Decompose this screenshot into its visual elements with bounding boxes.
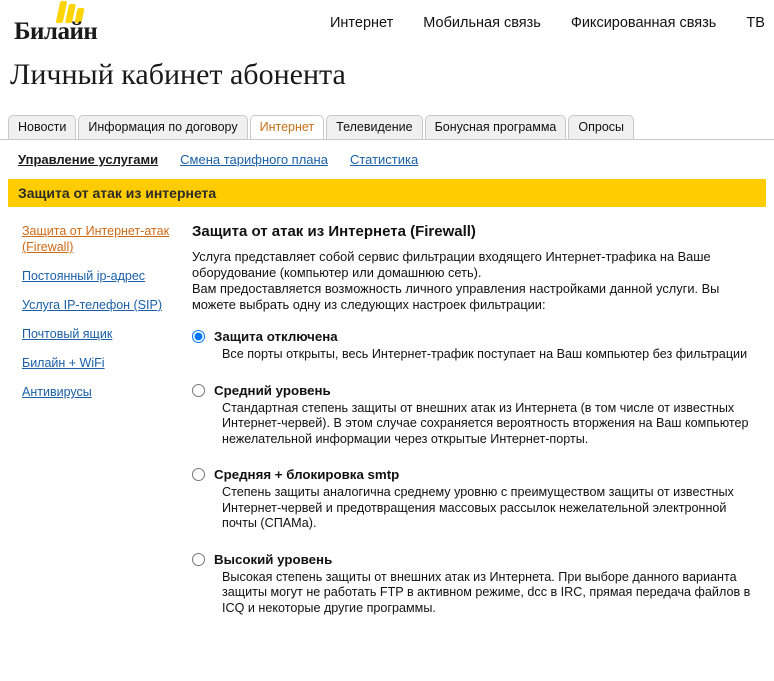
sidebar-list <box>22 223 192 400</box>
radio-medium-smtp-block[interactable] <box>192 468 205 481</box>
option-medium-level-description: Стандартная степень защиты от внешних атак из Интернета (в том числе от известных Интернет-червей). В этом случае сохраняется вероятность вторжения на Ваш компьютер нежелательной информации через открытые Интернет-порты. <box>222 400 749 446</box>
option-medium-level-label: Средний уровень <box>214 382 331 398</box>
sidebar-item-antivirus-label[interactable]: Антивирусы <box>22 385 92 399</box>
radio-protection-off[interactable] <box>192 330 205 343</box>
subnav-item-change-tariff[interactable]: Смена тарифного плана <box>180 152 328 167</box>
tabs-underline <box>0 139 774 140</box>
topnav-item-tv[interactable]: ТВ <box>746 15 765 31</box>
tab-list <box>0 114 774 138</box>
sidebar-item-firewall-label[interactable]: Защита от Интернет-атак (Firewall) <box>22 224 170 254</box>
content-heading: Защита от атак из Интернета (Firewall) <box>192 223 476 240</box>
logo-text: Билайн <box>14 18 98 45</box>
option-protection-off-description: Все порты открыты, весь Интернет-трафик поступает на Ваш компьютер без фильтрации <box>222 347 748 361</box>
page-title: Личный кабинет абонента <box>10 58 346 91</box>
option-high-level-label: Высокий уровень <box>214 551 333 567</box>
option-medium-smtp-block[interactable] <box>192 467 752 532</box>
option-protection-off-label: Защита отключена <box>214 329 338 344</box>
topnav-item-internet[interactable]: Интернет <box>330 15 394 31</box>
sidebar-item-mailbox[interactable] <box>22 326 192 342</box>
option-medium-smtp-block-description: Степень защиты аналогична среднему уровню с преимуществом защиты от известных Интернет-червей и предотвращения массовых рассылок нежелательной электронной почты (СПАМа). <box>222 485 734 530</box>
topnav-item-fixed[interactable]: Фиксированная связь <box>570 15 717 31</box>
content-area <box>0 207 774 636</box>
tabs-container <box>0 114 774 140</box>
radio-medium-level[interactable] <box>192 384 205 397</box>
main-content <box>192 223 774 636</box>
option-high-level-description: Высокая степень защиты от внешних атак из Интернета. При выборе данного варианта защиты могут не работать FTP в активном режиме, dcc в IRC, прямая передача файлов в ICQ и некоторые другие программы. <box>222 569 751 615</box>
sidebar-item-mailbox-label[interactable]: Почтовый ящик <box>22 327 113 341</box>
intro-paragraph-1: Услуга представляет собой сервис фильтрации входящего Интернет-трафика на Ваше оборудование (компьютер или домашнюю сеть). <box>192 249 711 280</box>
tab-bonus-program[interactable]: Бонусная программа <box>425 115 567 139</box>
top-navigation <box>330 15 765 31</box>
option-medium-level[interactable] <box>192 383 752 448</box>
tab-television[interactable]: Телевидение <box>326 115 422 139</box>
radio-high-level[interactable] <box>192 553 205 566</box>
sidebar-item-static-ip-label[interactable]: Постоянный ip-адрес <box>22 269 146 283</box>
option-protection-off[interactable] <box>192 329 752 363</box>
tab-surveys[interactable]: Опросы <box>568 115 634 139</box>
sidebar-item-wifi-label[interactable]: Билайн + WiFi <box>22 356 105 370</box>
topnav-item-mobile[interactable]: Мобильная связь <box>423 15 541 31</box>
intro-paragraph-2: Вам предоставляется возможность личного управления настройками данной услуги. Вы можете выбрать одну из следующих настроек фильтрации: <box>192 281 720 312</box>
sidebar-item-sip[interactable] <box>22 297 192 313</box>
sidebar <box>0 223 192 636</box>
tab-news[interactable]: Новости <box>8 115 76 139</box>
tab-contract-info[interactable]: Информация по договору <box>78 115 247 139</box>
intro-text <box>192 249 752 313</box>
beeline-logo[interactable] <box>10 1 120 45</box>
subnav-item-statistics[interactable]: Статистика <box>349 152 419 167</box>
sidebar-item-wifi[interactable] <box>22 355 192 371</box>
option-high-level[interactable] <box>192 552 752 617</box>
sidebar-item-static-ip[interactable] <box>22 268 192 284</box>
option-medium-smtp-block-label: Средняя + блокировка smtp <box>214 467 400 482</box>
sidebar-item-sip-label[interactable]: Услуга IP-телефон (SIP) <box>22 298 163 312</box>
section-title-bar: Защита от атак из интернета <box>8 179 766 207</box>
subnav-item-service-management[interactable]: Управление услугами <box>18 152 159 167</box>
tab-internet[interactable]: Интернет <box>250 115 325 139</box>
sidebar-item-firewall[interactable] <box>22 223 192 255</box>
sub-navigation <box>0 140 774 167</box>
site-header <box>0 0 774 46</box>
sidebar-item-antivirus[interactable] <box>22 384 192 400</box>
firewall-options-form <box>192 329 752 616</box>
